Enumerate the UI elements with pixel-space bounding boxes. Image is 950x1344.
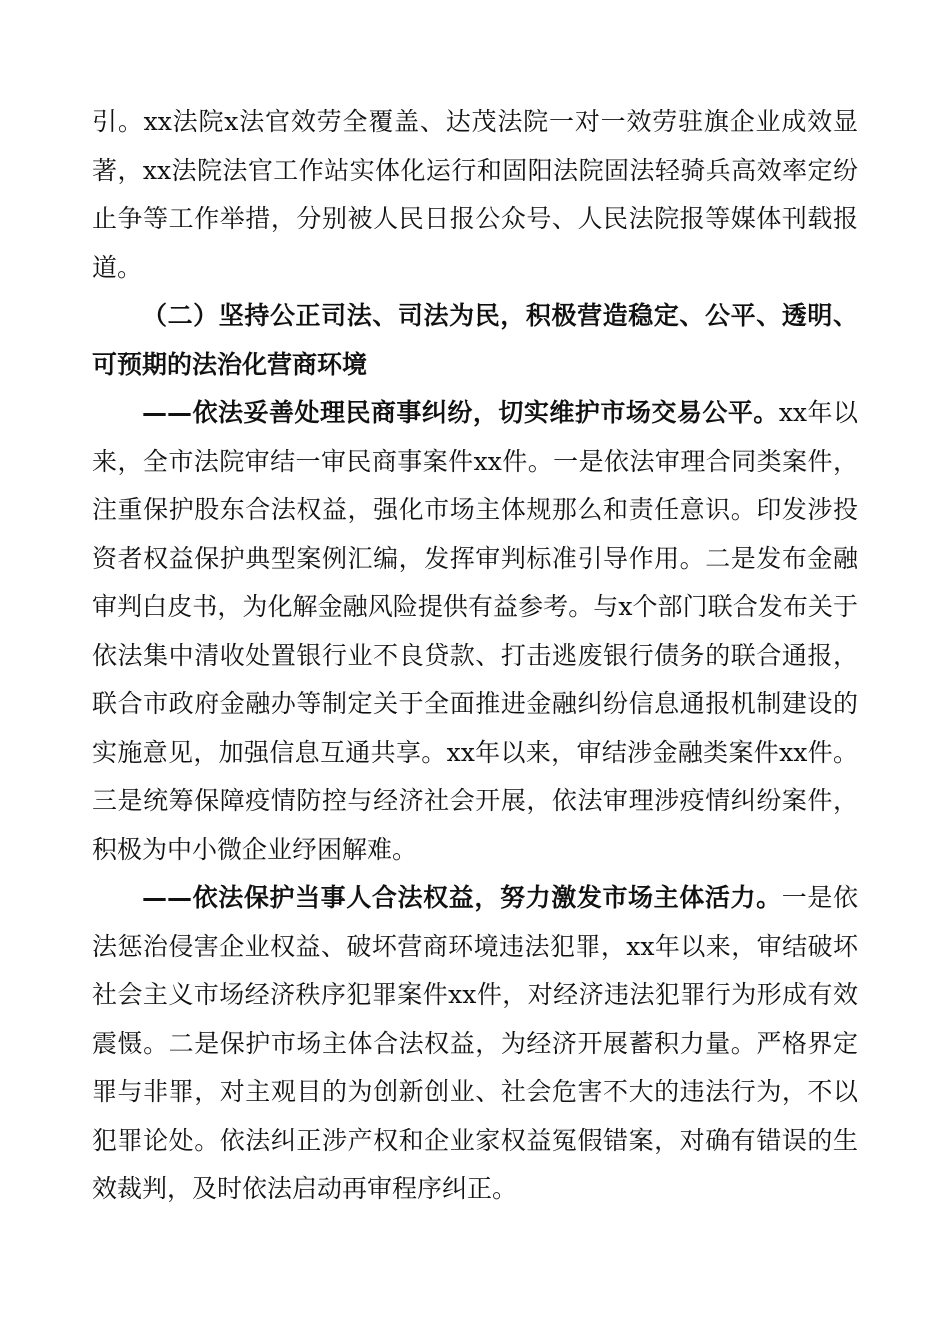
paragraph-lead-party-rights: ——依法保护当事人合法权益，努力激发市场主体活力。 (142, 883, 782, 912)
section-heading: （二）坚持公正司法、司法为民，积极营造稳定、公平、透明、可预期的法治化营商环境 (92, 301, 858, 379)
paragraph-body-party-rights: 一是依法惩治侵害企业权益、破坏营商环境违法犯罪，xx年以来，审结破坏社会主义市场经济秩序犯罪案件xx件，对经济违法犯罪行为形成有效震慑。二是保护市场主体合法权益，为经济开展蓄积力量。严格界定罪与非罪，对主观目的为创新创业、社会危害不大的违法行为，不以犯罪论处。依法纠正涉产权和企业家权益冤假错案，对确有错误的生效裁判，及时依法启动再审程序纠正。 (92, 883, 858, 1203)
document-body (92, 98, 858, 1214)
paragraph-body-civil-commercial: xx年以来，全市法院审结一审民商事案件xx件。一是依法审理合同类案件，注重保护股东合法权益，强化市场主体规那么和责任意识。印发涉投资者权益保护典型案例汇编，发挥审判标准引导作用。二是发布金融审判白皮书，为化解金融风险提供有益参考。与x个部门联合发布关于依法集中清收处置银行业不良贷款、打击逃废银行债务的联合通报，联合市政府金融办等制定关于全面推进金融纠纷信息通报机制建设的实施意见，加强信息互通共享。xx年以来，审结涉金融类案件xx件。三是统筹保障疫情防控与经济社会开展，依法审理涉疫情纠纷案件，积极为中小微企业纾困解难。 (92, 398, 858, 864)
paragraph-civil-commercial (92, 389, 858, 874)
paragraph-party-rights (92, 874, 858, 1214)
paragraph-lead-civil-commercial: ——依法妥善处理民商事纠纷，切实维护市场交易公平。 (142, 398, 779, 427)
paragraph-intro-continuation: 引。xx法院x法官效劳全覆盖、达茂法院一对一效劳驻旗企业成效显著，xx法院法官工作站实体化运行和固阳法院固法轻骑兵高效率定纷止争等工作举措，分别被人民日报公众号、人民法院报等媒体刊载报道。 (92, 107, 858, 282)
